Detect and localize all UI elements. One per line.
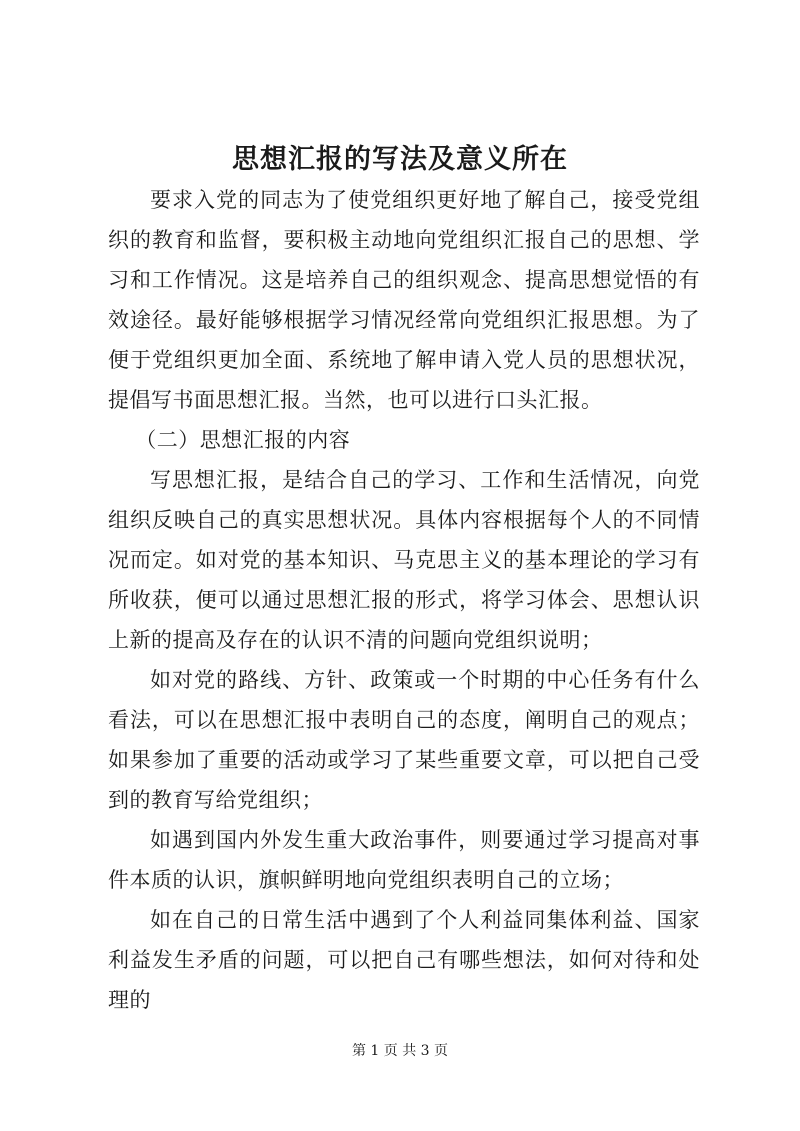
paragraph-intro: 要求入党的同志为了使党组织更好地了解自己，接受党组织的教育和监督，要积极主动地向党组织汇报自己的思想、学习和工作情况。这是培养自己的组织观念、提高思想觉悟的有效途径。最好能够根据学习情况经常向党组织汇报思想。为了便于党组织更加全面、系统地了解申请入党人员的思想状况，提倡写书面思想汇报。当然，也可以进行口头汇报。 xyxy=(108,188,700,412)
paragraph-political-events: 如遇到国内外发生重大政治事件，则要通过学习提高对事件本质的认识，旗帜鲜明地向党组织表明自己的立场； xyxy=(108,828,700,892)
section-heading: （二）思想汇报的内容 xyxy=(135,428,351,452)
paragraph-content-overview: 写思想汇报，是结合自己的学习、工作和生活情况，向党组织反映自己的真实思想状况。具体内容根据每个人的不同情况而定。如对党的基本知识、马克思主义的基本理论的学习有所收获，便可以通过思想汇报的形式，将学习体会、思想认识上新的提高及存在的认识不清的问题向党组织说明； xyxy=(108,468,700,652)
document-body xyxy=(108,180,700,1020)
page-number-footer: 第 1 页 共 3 页 xyxy=(351,1043,449,1059)
document-title: 思想汇报的写法及意义所在 xyxy=(232,144,568,175)
paragraph-personal-interests: 如在自己的日常生活中遇到了个人利益同集体利益、国家利益发生矛盾的问题，可以把自己有哪些想法，如何对待和处理的 xyxy=(108,908,700,1012)
paragraph-policy-views: 如对党的路线、方针、政策或一个时期的中心任务有什么看法，可以在思想汇报中表明自己的态度，阐明自己的观点；如果参加了重要的活动或学习了某些重要文章，可以把自己受到的教育写给党组织； xyxy=(108,668,700,812)
